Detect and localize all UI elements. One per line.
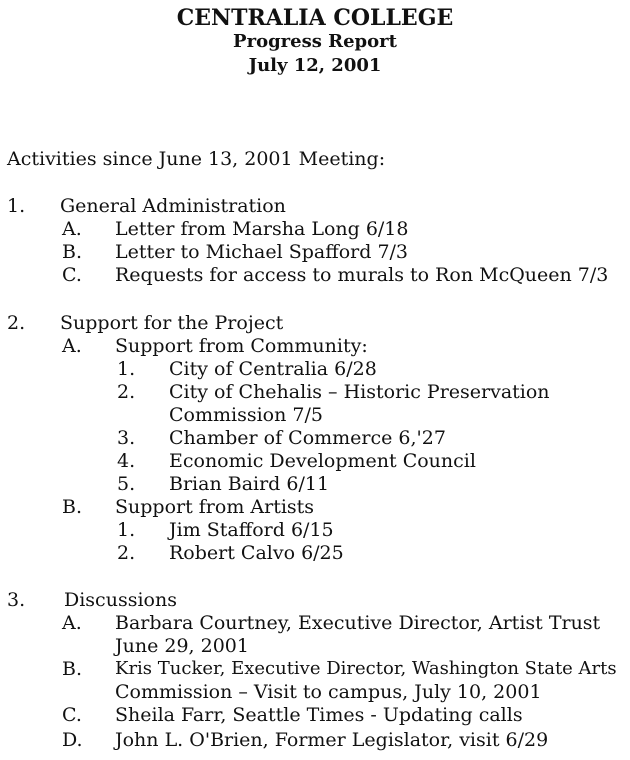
document-date: July 12, 2001 — [248, 55, 382, 76]
subitem-number: 3. — [117, 427, 136, 449]
section-title: General Administration — [60, 195, 286, 217]
item-letter: A. — [62, 612, 82, 634]
subitem-text: City of Centralia 6/28 — [169, 358, 377, 380]
item-text: Letter from Marsha Long 6/18 — [115, 218, 409, 240]
intro-line: Activities since June 13, 2001 Meeting: — [7, 148, 386, 170]
item-text: Barbara Courtney, Executive Director, Artist Trust — [115, 612, 601, 634]
item-letter: D. — [62, 729, 83, 751]
item-letter: B. — [62, 241, 83, 263]
item-text: Support from Community: — [115, 335, 368, 357]
item-text: Kris Tucker, Executive Director, Washington State Arts — [115, 658, 617, 679]
subitem-text: Brian Baird 6/11 — [169, 473, 330, 495]
document-title: CENTRALIA COLLEGE — [176, 5, 454, 31]
subitem-number: 1. — [117, 358, 136, 380]
subitem-number: 4. — [117, 450, 136, 472]
document-subtitle: Progress Report — [233, 31, 397, 52]
item-letter: B. — [62, 658, 83, 680]
item-letter: A. — [62, 218, 82, 240]
item-text: Sheila Farr, Seattle Times - Updating calls — [115, 704, 523, 726]
item-text: Requests for access to murals to Ron McQueen 7/3 — [115, 264, 609, 286]
subitem-text-continued: Commission 7/5 — [169, 404, 323, 426]
item-letter: A. — [62, 335, 82, 357]
item-text-continued: Commission – Visit to campus, July 10, 2001 — [115, 681, 542, 703]
subitem-text: Chamber of Commerce 6,'27 — [169, 427, 446, 449]
item-text-continued: June 29, 2001 — [115, 635, 249, 657]
subitem-number: 1. — [117, 519, 136, 541]
subitem-number: 2. — [117, 381, 136, 403]
item-letter: B. — [62, 496, 83, 518]
item-letter: C. — [62, 704, 82, 726]
subitem-text: City of Chehalis – Historic Preservation — [169, 381, 550, 403]
subitem-text: Jim Stafford 6/15 — [169, 519, 334, 541]
subitem-number: 2. — [117, 542, 136, 564]
item-text: Support from Artists — [115, 496, 315, 518]
section-title: Support for the Project — [60, 312, 284, 334]
subitem-text: Robert Calvo 6/25 — [169, 542, 344, 564]
section-title: Discussions — [64, 589, 177, 611]
subitem-number: 5. — [117, 473, 136, 495]
section-number: 2. — [7, 312, 26, 334]
section-number: 1. — [7, 195, 26, 217]
subitem-text: Economic Development Council — [169, 450, 476, 472]
item-text: Letter to Michael Spafford 7/3 — [115, 241, 409, 263]
item-text: John L. O'Brien, Former Legislator, visit 6/29 — [115, 729, 549, 751]
section-number: 3. — [7, 589, 26, 611]
item-letter: C. — [62, 264, 82, 286]
